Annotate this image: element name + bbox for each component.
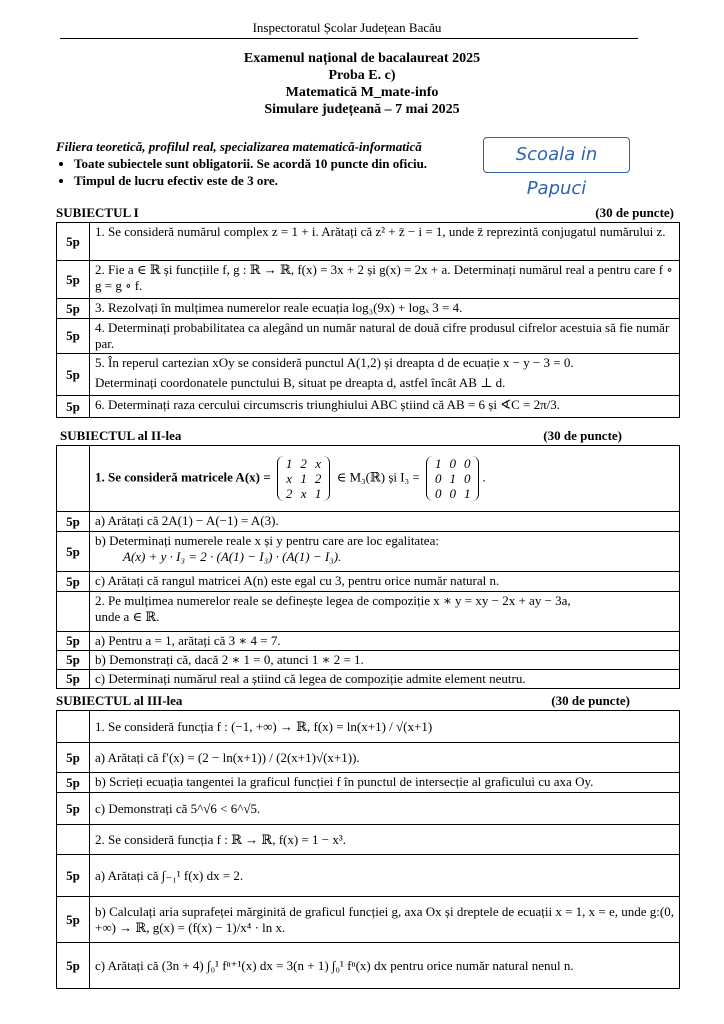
points-cell: 5p — [57, 354, 90, 396]
section-points: (30 de puncte) — [595, 205, 674, 220]
problem-row — [57, 651, 680, 670]
problem-text: b) Demonstrați că, dacă 2 ∗ 1 = 0, atunci 1 ∗ 2 = 1. — [90, 651, 680, 670]
header-rule — [60, 38, 638, 39]
points-cell: 5p — [57, 572, 90, 592]
section-title: SUBIECTUL al II-lea — [60, 428, 182, 443]
intro-bullet: • Toate subiectele sunt obligatorii. Se acordă 10 puncte din oficiu. — [74, 155, 496, 172]
problem-text — [90, 592, 680, 632]
section-points: (30 de puncte) — [543, 428, 622, 443]
problem-row — [57, 512, 680, 532]
problem-text: a) Pentru a = 1, arătați că 3 ∗ 4 = 7. — [90, 632, 680, 651]
problem-text: a) Arătați că ∫₋₁¹ f(x) dx = 2. — [90, 855, 680, 897]
points-cell: 5p — [57, 512, 90, 532]
problem-text — [90, 532, 680, 572]
problem-row — [57, 943, 680, 989]
problem-text: c) Demonstrați că 5^√6 < 6^√5. — [90, 793, 680, 825]
points-cell: 5p — [57, 773, 90, 793]
section-points: (30 de puncte) — [551, 693, 630, 708]
points-cell: 5p — [57, 299, 90, 319]
problem-text: a) Arătați că f′(x) = (2 − ln(x+1)) / (2(x+1)√(x+1)). — [90, 743, 680, 773]
points-cell: 5p — [57, 532, 90, 572]
problem-line: A(x) + y · I₃ = 2 · (A(1) − I₃) · (A(1) − I₃). — [123, 549, 342, 564]
intro-list — [56, 155, 496, 189]
problem-text — [90, 354, 680, 396]
problem-row — [57, 396, 680, 418]
problem-text: c) Arătați că (3n + 4) ∫₀¹ fⁿ⁺¹(x) dx = 3(n + 1) ∫₀¹ fⁿ(x) dx pentru orice număr natural nenul n. — [90, 943, 680, 989]
section-title: SUBIECTUL I — [56, 205, 139, 220]
subject-1-table — [56, 222, 680, 418]
points-cell-empty — [57, 825, 90, 855]
matrix-a: 1 2 x x 1 2 2 x 1 — [277, 456, 331, 501]
matrix-intro: 1. Se consideră matricele A(x) = — [95, 469, 271, 485]
points-cell: 5p — [57, 319, 90, 354]
section-heading — [56, 205, 674, 221]
problem-row — [57, 793, 680, 825]
header-org: Inspectoratul Școlar Județean Bacău — [252, 20, 442, 35]
problem-row — [57, 743, 680, 773]
problem-text: b) Calculați aria suprafeței mărginită de graficul funcției g, axa Ox și dreptele de ecuații x = 1, x = e, unde g:(0, +∞) → ℝ, g(x) = (f(x) − 1)/x⁴ · ln x. — [90, 897, 680, 943]
problem-row — [57, 897, 680, 943]
problem-text: a) Arătați că 2A(1) − A(−1) = A(3). — [90, 512, 680, 532]
problem-text: 2. Se consideră funcția f : ℝ → ℝ, f(x) = 1 − x³. — [90, 825, 680, 855]
problem-text: c) Arătați că rangul matricei A(n) este egal cu 3, pentru orice număr natural n. — [90, 572, 680, 592]
points-cell: 5p — [57, 855, 90, 897]
problem-row — [57, 825, 680, 855]
problem-line: 5. În reperul cartezian xOy se consideră punctul A(1,2) și dreapta d de ecuație x − y − 3 = 0. — [95, 355, 574, 370]
problem-row — [57, 319, 680, 354]
points-cell-empty — [57, 711, 90, 743]
section-title: SUBIECTUL al III-lea — [56, 693, 183, 708]
problem-row — [57, 773, 680, 793]
problem-text: 6. Determinați raza cercului circumscris triunghiului ABC știind că AB = 6 și ∢C = 2π/3. — [90, 396, 680, 418]
points-cell: 5p — [57, 651, 90, 670]
problem-text: b) Scrieți ecuația tangentei la graficul funcției f în punctul de intersecție al graficului cu axa Oy. — [90, 773, 680, 793]
points-cell: 5p — [57, 743, 90, 773]
problem-line: 2. Pe mulțimea numerelor reale se definește legea de compoziție x ∗ y = xy − 2x + ay − 3a, — [95, 593, 571, 608]
subject-3-table — [56, 710, 680, 989]
problem-row — [57, 223, 680, 261]
problem-text: 1. Se consideră matricele A(x) = 1 2 x x 1 2 2 x 1 ∈ M₃(ℝ) și I₃ = 1 0 0 0 1 0 0 0 1 . — [90, 446, 680, 512]
problem-row — [57, 670, 680, 689]
points-cell: 5p — [57, 396, 90, 418]
problem-row — [57, 261, 680, 299]
problem-text: 1. Se consideră numărul complex z = 1 + i. Arătați că z² + z̄ − i = 1, unde z̄ reprezintă conjugatul numărului z. — [90, 223, 680, 261]
title-line: Proba E. c) — [328, 68, 396, 83]
problem-text: c) Determinați numărul real a știind că legea de compoziție admite element neutru. — [90, 670, 680, 689]
problem-text: 4. Determinați probabilitatea ca alegând un număr natural de două cifre produsul cifrelor acestuia să fie număr par. — [90, 319, 680, 354]
problem-row — [57, 299, 680, 319]
title-line: Examenul național de bacalaureat 2025 — [243, 51, 481, 66]
problem-row — [57, 855, 680, 897]
problem-row — [57, 446, 680, 512]
points-cell: 5p — [57, 943, 90, 989]
matrix-identity: 1 0 0 0 1 0 0 0 1 — [426, 456, 480, 501]
problem-text: 1. Se consideră funcția f : (−1, +∞) → ℝ, f(x) = ln(x+1) / √(x+1) — [90, 711, 680, 743]
problem-row — [57, 592, 680, 632]
points-cell: 5p — [57, 261, 90, 299]
exam-titles — [60, 50, 664, 118]
watermark-stamp: Scoala in Papuci — [483, 137, 630, 173]
title-line: Matematică M_mate-info — [285, 85, 439, 100]
subject-2-table — [56, 445, 680, 689]
problem-row — [57, 632, 680, 651]
points-cell: 5p — [57, 793, 90, 825]
problem-row — [57, 572, 680, 592]
problem-row — [57, 532, 680, 572]
problem-line: unde a ∈ ℝ. — [95, 609, 160, 624]
section-heading — [56, 693, 630, 709]
intro-bullet: • Timpul de lucru efectiv este de 3 ore. — [74, 172, 496, 189]
points-cell-empty — [57, 592, 90, 632]
title-line: Simulare județeană – 7 mai 2025 — [264, 102, 460, 117]
points-cell: 5p — [57, 897, 90, 943]
intro-line: Filiera teoretică, profilul real, specializarea matematică-informatică — [56, 139, 422, 154]
problem-row — [57, 354, 680, 396]
points-cell: 5p — [57, 632, 90, 651]
problem-text: 2. Fie a ∈ ℝ și funcțiile f, g : ℝ → ℝ, f(x) = 3x + 2 și g(x) = 2x + a. Determinați numărul real a pentru care f ∘ g = g ∘ f. — [90, 261, 680, 299]
problem-text: 3. Rezolvați în mulțimea numerelor reale ecuația log₃(9x) + logₓ 3 = 4. — [90, 299, 680, 319]
points-cell-empty — [57, 446, 90, 512]
section-heading — [60, 428, 622, 444]
problem-line: b) Determinați numerele reale x și y pentru care are loc egalitatea: — [95, 533, 439, 548]
points-cell: 5p — [57, 223, 90, 261]
points-cell: 5p — [57, 670, 90, 689]
intro-block — [56, 138, 496, 189]
matrix-mid: ∈ M₃(ℝ) și I₃ = — [336, 469, 420, 485]
problem-line: Determinați coordonatele punctului B, situat pe dreapta d, astfel încât AB ⊥ d. — [95, 375, 506, 390]
problem-row — [57, 711, 680, 743]
